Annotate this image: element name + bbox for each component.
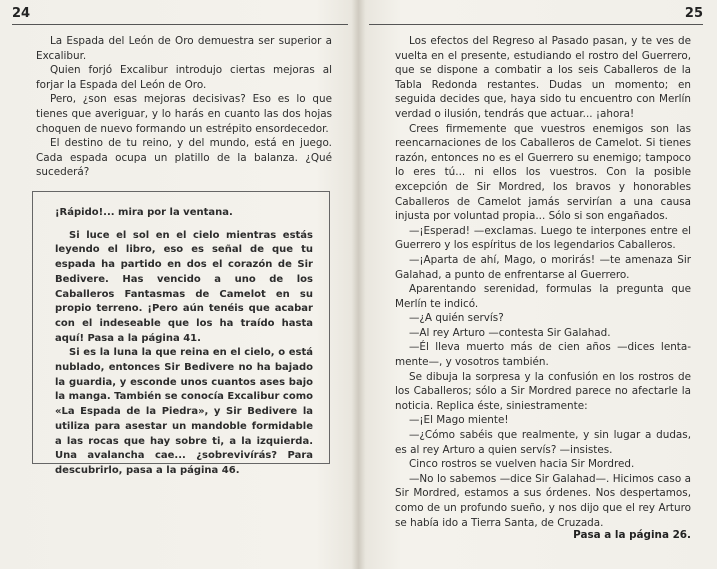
choice-box-text [55, 206, 313, 479]
paragraph: Quien forjó Excalibur introdujo ciertas mejoras al forjar la Espada del León de Oro. [36, 64, 332, 91]
page-number: 25 [684, 6, 703, 21]
right-body-text [395, 34, 691, 530]
paragraph: Crees firmemente que vuestros enemigos son las reencarnaciones de los Caballeros de Camelot. Si tienes razón, entonces no es el Guerrero su enemigo; tampoco lo eres tú... ni ellos los vuestros. Con la posible excepción de Sir Mordred, los bravos y honorables Caballeros de Camelot jamás servirían a una causa injusta por voluntad propia... Sólo si son engañados. [395, 122, 691, 223]
paragraph: —Él lleva muerto más de cien años —dices lentamente—, y vosotros también. [395, 341, 691, 369]
paragraph: —¿A quién servís? [409, 312, 504, 325]
choice-heading: ¡Rápido!... mira por la ventana. [55, 207, 233, 218]
paragraph: —¿Cómo sabéis que realmente, y sin lugar a dudas, es al rey Arturo a quien servís? —insistes. [395, 429, 691, 456]
next-page-link[interactable]: Pasa a la página 26. [573, 529, 691, 541]
choice-option-sun: Si luce el sol en el cielo mientras estás leyendo el libro, eso es señal de que tu espada ha partido en dos el corazón de Sir Bedivere. Has vencido a uno de los Caballeros Fantasmas de Camelot en su propio terreno. ¡Pero aún tenéis que acabar con el indeseable que los ha traído hasta aquí! Pasa a la página 41. [55, 229, 313, 344]
paragraph: Pero, ¿son esas mejoras decisivas? Eso es lo que tienes que averiguar, y lo harás en cuanto las dos hojas choquen de nuevo formando un estrépito ensordecedor. [36, 93, 332, 135]
header-rule [369, 24, 703, 25]
right-page [359, 0, 717, 569]
paragraph: La Espada del León de Oro demuestra ser superior a Excalibur. [36, 35, 332, 62]
paragraph: —¡Aparta de ahí, Mago, o morirás! —te amenaza Sir Galahad, a punto de enfrentarse al Guerrero. [395, 253, 691, 281]
page-number: 24 [12, 6, 31, 21]
choice-option-moon: Si es la luna la que reina en el cielo, o está nublado, entonces Sir Bedivere no ha bajado la guardia, y esconde unos cuantos ases bajo la manga. También se conocía Excalibur como «La Espada de la Piedra», y Sir Bedivere la utiliza para asestar un mandoble formidable a las rocas que hay sobre ti, a la izquierda. Una avalancha cae... ¿sobrevivírás? Para descubrirlo, pasa a la página 46. [55, 347, 313, 476]
paragraph: Aparentando serenidad, formulas la pregunta que Merlín te indicó. [395, 283, 691, 310]
left-page [0, 0, 358, 569]
header-rule [12, 24, 348, 25]
paragraph: —¡El Mago miente! [409, 414, 509, 427]
paragraph: —Al rey Arturo —contesta Sir Galahad. [409, 326, 611, 339]
left-body-text [36, 34, 332, 180]
paragraph: —No lo sabemos —dice Sir Galahad—. Hicimos caso a Sir Mordred, estamos a sus órdenes. Nos despertamos, como de un profundo sueño, y nos dijo que el rey Arturo se había ido a Tierra Santa, de Cruzada. [395, 472, 691, 529]
paragraph: —¡Esperad! —exclamas. Luego te interpones entre el Guerrero y los espíritus de los legendarios Caballeros. [395, 224, 691, 252]
paragraph: Cinco rostros se vuelven hacia Sir Mordred. [409, 458, 635, 471]
choice-box [32, 191, 330, 476]
paragraph: Se dibuja la sorpresa y la confusión en los rostros de los Caballeros; sólo a Sir Mordred parece no afectarle la noticia. Replica éste, siniestramente: [395, 370, 691, 412]
paragraph: Los efectos del Regreso al Pasado pasan, y te ves de vuelta en el presente, estudiando el rostro del Guerrero, que se dispone a combatir a los seis Caballeros de la Tabla Redonda restantes. Dudas un momento; en seguida decides que, haya sido tu encuentro con Merlín verdad o ilusión, tendrás que actuar... ¡ahora! [395, 35, 691, 120]
paragraph: El destino de tu reino, y del mundo, está en juego. Cada espada ocupa un platillo de la balanza. ¿Qué sucederá? [36, 137, 332, 179]
